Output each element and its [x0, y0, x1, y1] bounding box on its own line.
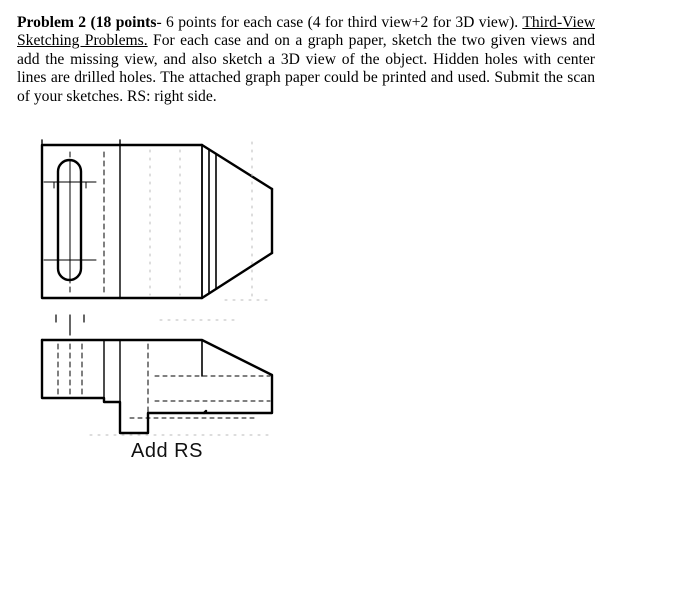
- problem-scoring: - 6 points for each case (4 for third view+2 for 3D view).: [156, 14, 523, 31]
- problem-topic: Third-View Sketching Problems.: [17, 14, 596, 50]
- problem-statement: [17, 14, 595, 106]
- figure-caption: Add RS: [131, 440, 203, 462]
- problem-points: (18 points: [90, 14, 157, 31]
- problem-heading: Problem 2: [17, 14, 87, 31]
- front-view: [42, 315, 272, 433]
- top-view: [42, 140, 272, 298]
- construction-marks: [90, 142, 270, 435]
- problem-body: For each case and on a graph paper, sketch the two given views and add the missing view, and also sketch a 3D view of the object. Hidden holes with center lines are drilled holes. The attached graph paper could be printed and used. Submit the scan of your sketches. RS: right side.: [17, 32, 596, 105]
- orthographic-views-drawing: [30, 130, 280, 440]
